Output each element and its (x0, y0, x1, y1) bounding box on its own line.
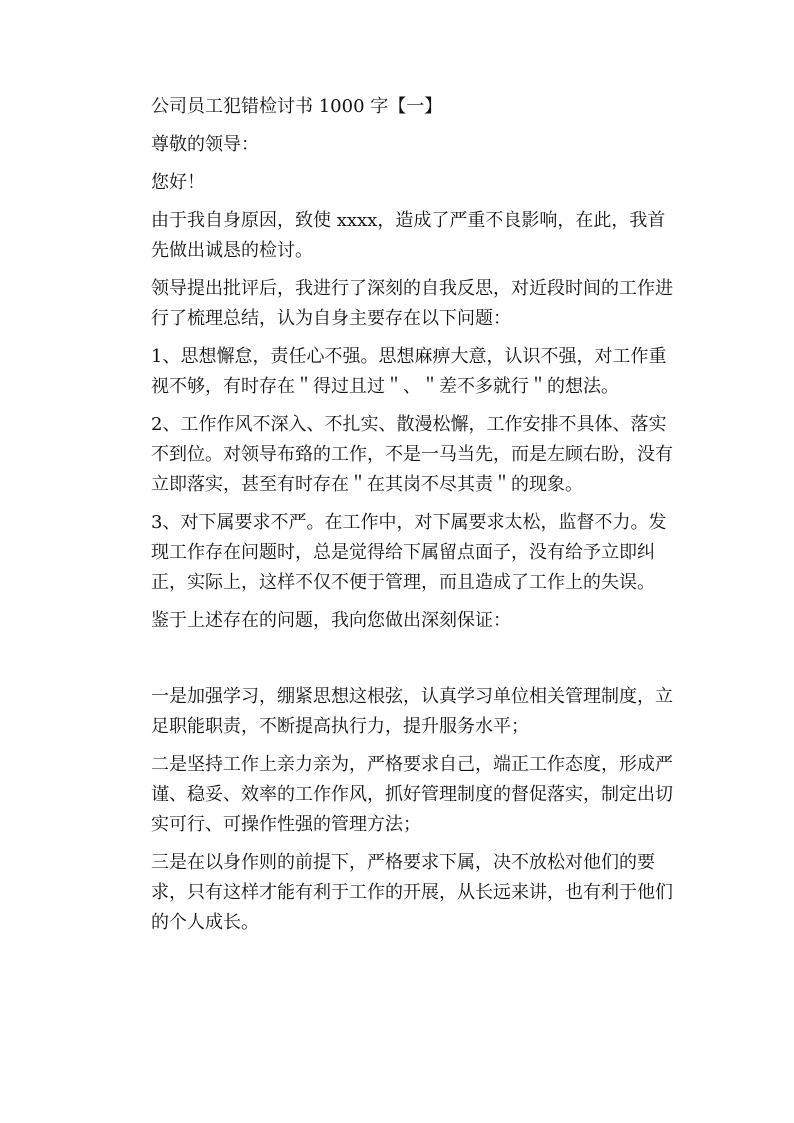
problem-item-3: 3、对下属要求不严。在工作中，对下属要求太松，监督不力。发现工作存在问题时，总是觉得给下属留点面子，没有给予立即纠正，实际上，这样不仅不便于管理，而且造成了工作上的失误。 (151, 512, 667, 593)
paragraph-reflection: 领导提出批评后，我进行了深刻的自我反思，对近段时间的工作进行了梳理总结，认为自身主要存在以下问题： (151, 278, 673, 329)
pledge-item-1: 一是加强学习，绷紧思想这根弦，认真学习单位相关管理制度，立足职能职责，不断提高执行力，提升服务水平； (151, 686, 673, 737)
paragraph-spacer (115, 636, 680, 674)
problem-item-2: 2、工作作风不深入、不扎实、散漫松懈，工作安排不具体、落实不到位。对领导布臵的工作，不是一马当先，而是左顾右盼，没有立即落实，甚至有时存在＂在其岗不尽其责＂的现象。 (151, 414, 673, 495)
pledge-item-3: 三是在以身作则的前提下，严格要求下属，决不放松对他们的要求，只有这样才能有利于工作的开展，从长远来讲，也有利于他们的个人成长。 (151, 852, 673, 933)
document-body (115, 92, 680, 938)
problem-item-1: 1、思想懈怠，责任心不强。思想麻痹大意，认识不强，对工作重视不够，有时存在＂得过且过＂、＂差不多就行＂的想法。 (151, 346, 667, 397)
paragraph-intro: 由于我自身原因，致使 xxxx，造成了严重不良影响，在此，我首先做出诚恳的检讨。 (151, 210, 666, 261)
pledge-intro: 鉴于上述存在的问题，我向您做出深刻保证： (151, 610, 511, 631)
pledge-item-2: 二是坚持工作上亲力亲为，严格要求自己，端正工作态度，形成严谨、稳妥、效率的工作作风，抓好管理制度的督促落实，制定出切实可行、可操作性强的管理方法； (151, 754, 673, 835)
document-title: 公司员工犯错检讨书 1000 字【一】 (151, 96, 443, 117)
salutation: 尊敬的领导： (151, 134, 259, 155)
greeting: 您好！ (151, 172, 205, 193)
